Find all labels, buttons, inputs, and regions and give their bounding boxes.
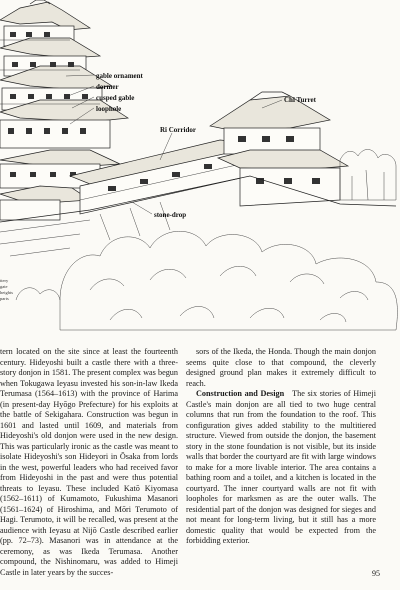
label-stone-drop: stone-drop bbox=[154, 211, 187, 219]
side-caption bbox=[0, 278, 13, 301]
side-caption-line: ttery bbox=[0, 278, 9, 283]
label-ri-corridor: Ri Corridor bbox=[160, 126, 196, 134]
section-subheading: Construction and Design bbox=[196, 389, 285, 398]
body-paragraph: tern located on the site since at least the fourteenth century. Hideyoshi built a castle there with a three-story donjon in 1581. The present complex was begun when Tokugawa Ieyasu invested his son-in-law Ikeda Terumasa (1564–1613) with the province of Harima (in present-day Hyōgo Prefecture) for his exploits at the battle of Sekigahara. Construction was begun in 1601 and lasted until 1609, and materials from Hideyoshi's old donjon were used in the new design. This was particularly ironic as the castle was meant to isolate Hideyoshi's son Hideyori in Ōsaka from lords in the west, powerful leaders who had received favor from Hideyoshi in the past and were thus potential threats to Ieyasu. These included Katō Kiyomasa (1562–1611) of Kumamoto, Fukushima Masanori (1561–1624) of Hiroshima, and Mōri Terumoto of Hagi. Terumoto, it will be recalled, was present at the audience with Ieyasu at Nijō Castle described earlier (pp. 72–73). Masanori was in attendance at the ceremony, as was Ikeda Terumasa. Another compound, the Nishinomaru, was added to Himeji Castle in later years by the succes- bbox=[0, 347, 178, 577]
right-text-column bbox=[186, 347, 376, 547]
chi-turret bbox=[210, 92, 348, 206]
label-cusped-gable: cusped gable bbox=[96, 94, 135, 102]
page-number: 95 bbox=[372, 569, 380, 578]
foreground-trees bbox=[16, 231, 397, 330]
body-paragraph: The six stories of Himeji Castle's main donjon are all tied to two huge central columns that run from the foundation to the roof. This configuration gives added stability to the multitiered structure. Viewed from outside the donjon, the basement story in the stone foundation is not visible, but its inside walls that border the courtyard are fit with large windows to make for a more livable interior. The area contains a bathing room and a toilet, and a kitchen is located in the courtyard. The inner courtyard walls are not fit with loopholes for marksmen as are the outer walls. The residential part of the donjon was designed for sieges and not meant for long-term living, but it still has a more domestic quality that would be expected from the forbidding exterior. bbox=[186, 389, 376, 545]
label-dormer: dormer bbox=[96, 83, 119, 91]
section-paragraph bbox=[186, 389, 376, 547]
side-caption-line: heights bbox=[0, 290, 13, 295]
label-chi-turret: Chi Turret bbox=[284, 96, 316, 104]
body-paragraph: sors of the Ikeda, the Honda. Though the main donjon seems quite close to that compound, the cleverly designed ground plan makes it extremely difficult to reach. bbox=[186, 347, 376, 388]
left-text-column bbox=[0, 347, 178, 578]
label-loophole: loophole bbox=[96, 105, 122, 113]
label-gable-ornament: gable ornament bbox=[96, 72, 143, 80]
side-caption-line: parts bbox=[0, 296, 9, 301]
side-caption-line: gate bbox=[0, 284, 8, 289]
right-tree bbox=[340, 149, 396, 200]
